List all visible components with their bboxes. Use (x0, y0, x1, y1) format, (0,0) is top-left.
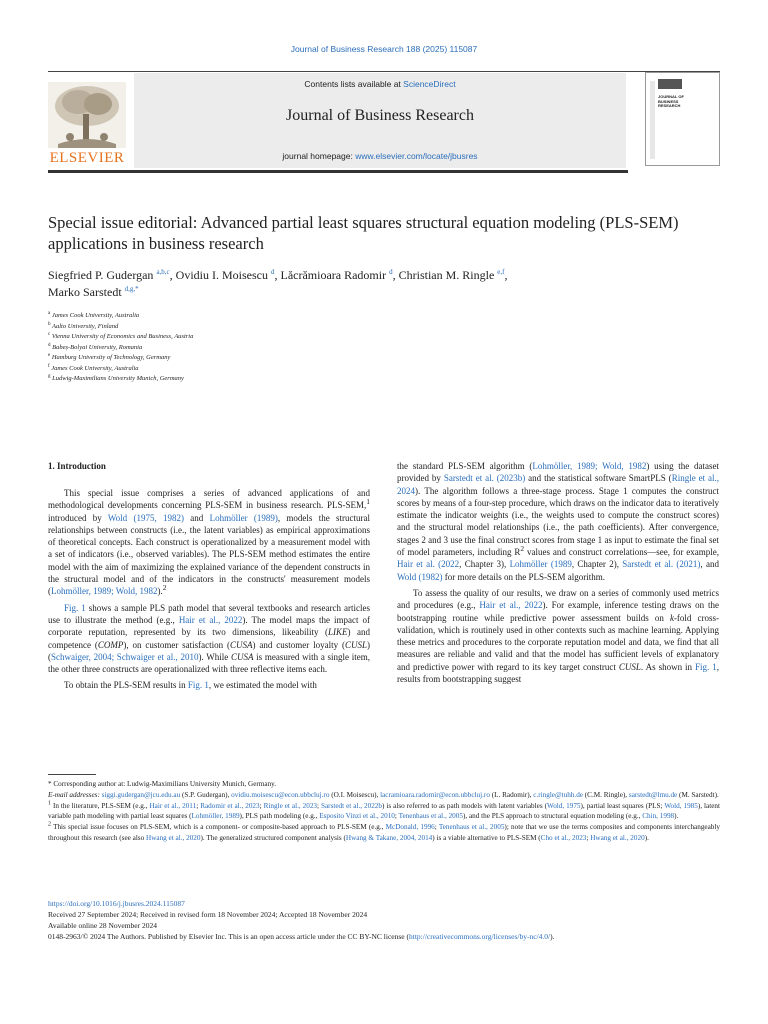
affiliation-list (48, 311, 448, 385)
cover-pattern (658, 79, 682, 89)
citation-link[interactable]: Tenenhaus et al., 2005 (398, 812, 463, 821)
homepage-link[interactable]: www.elsevier.com/locate/jbusres (355, 151, 478, 161)
citation-link[interactable]: Cho et al., 2023 (540, 833, 587, 842)
citation-link[interactable]: Hair et al. (2022 (397, 559, 460, 570)
publisher-wordmark[interactable]: ELSEVIER (49, 150, 125, 166)
figure-link[interactable]: Fig. 1 (187, 680, 209, 691)
email-link[interactable]: siggi.gudergan@jcu.edu.au (101, 790, 181, 799)
body-column-left (48, 487, 370, 692)
email-link[interactable]: c.ringle@tuhh.de (533, 790, 583, 799)
citation-link[interactable]: Sarstedt et al., 2022b (320, 801, 382, 810)
citation-link[interactable]: Chin, 1998 (642, 812, 675, 821)
citation-link[interactable]: Sarstedt et al. (2023b) (443, 473, 526, 484)
citation-link[interactable]: McDonald, 1996 (385, 823, 435, 832)
footnote-2: $^2$ This special issue focuses on PLS-SEM, which is a component- or composite-based approach to PLS-SEM (e.g., McDonald, 1996; Tenenhaus et al., 2005); note that we use the terms composites and components interchangeably throughout this research (see also Hwang et al., 2020). The generalized structured component analysis (Hwang & Takane, 2004, 2014) is a viable alternative to PLS-SEM (Cho et al., 2023; Hwang et al., 2020). (48, 821, 720, 842)
author-name[interactable]: Ovidiu I. Moisescu (175, 268, 268, 282)
author-affiliation-marker[interactable]: e,f (497, 268, 505, 276)
homepage-prefix: journal homepage: (282, 151, 356, 161)
citation-link[interactable]: Wold, 1985 (664, 801, 698, 810)
contents-line (134, 79, 626, 89)
doi-link[interactable]: https://doi.org/10.1016/j.jbusres.2024.115087 (48, 899, 185, 908)
body-column-right (397, 460, 719, 685)
journal-cover-thumbnail[interactable] (645, 72, 720, 166)
citation-link[interactable]: Lohmöller (1989 (509, 559, 572, 570)
author-affiliation-marker[interactable]: d (389, 268, 393, 276)
received-dates: Received 27 September 2024; Received in revised form 18 November 2024; Accepted 18 November 2024 (48, 910, 368, 919)
citation-link[interactable]: Sarstedt et al. (2021) (622, 559, 701, 570)
body-paragraph: This special issue comprises a series of advanced applications of and methodological developments concerning PLS-SEM in business research. PLS-SEM,$^1$ introduced by Wold (1975, 1982) and Lohmöller (1989), models the structural relationships between constructs (i.e., the latent variables) as empirical approximations of theoretical concepts. Each construct is operationalized by a measurement model with a set of indicators (i.e., observed variables). The PLS-SEM method estimates the entire model with the aim of maximizing the explained variance of the dependent constructs in the structural model and of the indicators in the constructs' measurement models (Lohmöller, 1989; Wold, 1982).$^2$ (48, 488, 370, 597)
citation-link[interactable]: Wold, 1975 (546, 801, 581, 810)
citation-link[interactable]: Ringle et al., 2023 (263, 801, 318, 810)
footnote-1: $^1$ In the literature, PLS-SEM (e.g., Hair et al., 2011; Radomir et al., 2023; Ringle et al., 2023; Sarstedt et al., 2022b) is also referred to as path models with latent variables (Wold, 1975), partial least squares (PLS; Wold, 1985), latent variable path modeling with partial least squares (Lohmöller, 1989), PLS path modeling (e.g., Esposito Vinzi et al., 2010; Tenenhaus et al., 2005), and the PLS approach to structural equation modeling (e.g., Chin, 1998). (48, 800, 720, 821)
affiliation: $^g$ Ludwig-Maximilians University Munich, Germany (48, 373, 184, 382)
body-paragraph: the standard PLS-SEM algorithm (Lohmöller, 1989; Wold, 1982) using the dataset provided by Sarstedt et al. (2023b) and the statistical software SmartPLS (Ringle et al., 2024). The algorithm follows a three-stage process. Stage 1 computes the construct scores by means of a four-step procedure, which draws on the indicator data to iteratively estimate the indicator weights (i.e., the weights used to compute the construct scores) and the structural model relationships (i.e., the path coefficients). After convergence, stages 2 and 3 use the final construct scores from stage 1 as input to estimate the final set of model parameters, including $R^2$ values and construct correlations—see, for example, Hair et al. (2022, Chapter 3), Lohmöller (1989, Chapter 2), Sarstedt et al. (2021), and Wold (1982) for more details on the PLS-SEM algorithm. (397, 461, 720, 582)
article-title: Special issue editorial: Advanced partial least squares structural equation modeling (PLS-SEM) applications in business research (48, 213, 679, 253)
author-affiliation-marker[interactable]: d,g,* (124, 285, 139, 293)
license-statement: 0148-2963/© 2024 The Authors. Published by Elsevier Inc. This is an open access article under the CC BY-NC license (http://creativecommons.org/licenses/by-nc/4.0/). (48, 932, 555, 941)
citation-link[interactable]: Schwaiger, 2004; Schwaiger et al., 2010 (51, 651, 199, 662)
journal-reference[interactable]: Journal of Business Research 188 (2025) 115087 (290, 44, 478, 54)
masthead-bottom-rule (48, 170, 628, 173)
citation-link[interactable]: Lohmöller, 1989 (191, 812, 240, 821)
author-affiliation-marker[interactable]: a,b,c (156, 268, 170, 276)
citation-link[interactable]: Hwang et al., 2020 (146, 833, 201, 842)
citation-link[interactable]: Hair et al., 2022 (178, 614, 243, 625)
author-name[interactable]: Christian M. Ringle (398, 268, 495, 282)
affiliation: $^f$ James Cook University, Australia (48, 363, 139, 372)
affiliation: $^b$ Aalto University, Finland (48, 321, 119, 330)
body-paragraph: Fig. 1 shows a sample PLS path model that several textbooks and research articles use to illustrate the method (e.g., Hair et al., 2022). The model maps the impact of corporate reputation, represented by its two dimensions, likeability (LIKE) and competence (COMP), on customer satisfaction (CUSA) and customer loyalty (CUSL) (Schwaiger, 2004; Schwaiger et al., 2010). While CUSA is measured with a single item, the other three constructs are operationalized with three reflective items each. (48, 602, 371, 675)
citation-link[interactable]: Esposito Vinzi et al., 2010 (319, 812, 395, 821)
sciencedirect-link[interactable]: ScienceDirect (403, 79, 456, 89)
author-list: Siegfried P. Gudergan $^{a,b,c}$, Ovidiu I. Moisescu $^d$, Lăcrămioara Radomir $^d$, Christian M. Ringle $^{e,f}$, Marko Sarstedt $^{d,g,*}$ (48, 268, 508, 299)
affiliation: $^c$ Vienna University of Economics and Business, Austria (48, 331, 194, 340)
footnotes (48, 779, 720, 844)
citation-link[interactable]: Tenenhaus et al., 2005 (438, 823, 505, 832)
citation-link[interactable]: Wold (1982) (397, 571, 443, 582)
citation-link[interactable]: Hair et al., 2011 (149, 801, 197, 810)
citation-link[interactable]: Radomir et al., 2023 (200, 801, 260, 810)
citation-link[interactable]: Hwang & Takane, 2004, 2014 (345, 833, 433, 842)
author-name[interactable]: Siegfried P. Gudergan (48, 268, 154, 282)
citation-link[interactable]: Hwang et al., 2020 (590, 833, 645, 842)
journal-name: Journal of Business Research (286, 107, 474, 124)
figure-link[interactable]: Fig. 1 (64, 602, 86, 613)
figure-link[interactable]: Fig. 1 (695, 661, 717, 672)
cover-stripe (650, 81, 655, 159)
citation-link[interactable]: Lohmöller (1989) (209, 512, 278, 523)
author-name[interactable]: Lăcrămioara Radomir (280, 268, 387, 282)
homepage-line (134, 151, 626, 161)
citation-link[interactable]: Wold (1975, 1982) (107, 512, 185, 523)
affiliation: $^a$ James Cook University, Australia (48, 310, 140, 319)
footnote-rule (48, 774, 96, 775)
body-paragraph: To assess the quality of our results, we draw on a series of commonly used metrics and procedures (e.g., Hair et al., 2022). For example, inference testing draws on the bootstrapping routine while predictive power assessment builds on k-fold cross-validation, which is routinely used in other contexts such as machine learning. Applying these metrics and procedures to the corporate reputation model and data, we find that all measures are reliable and valid and that the model has sufficient levels of explanatory and predictive power with regard to its key target construct CUSL. As shown in Fig. 1, results from bootstrapping suggest (397, 587, 720, 685)
body-paragraph: To obtain the PLS-SEM results in Fig. 1, we estimated the model with (64, 680, 317, 691)
citation-link[interactable]: Lohmöller, 1989; Wold, 1982 (51, 586, 158, 597)
email-link[interactable]: ovidiu.moisescu@econ.ubbcluj.ro (231, 790, 330, 799)
author-affiliation-marker[interactable]: d (270, 268, 275, 276)
license-link[interactable]: http://creativecommons.org/licenses/by-nc/4.0/ (408, 932, 551, 941)
email-link[interactable]: sarstedt@lmu.de (628, 790, 678, 799)
available-online: Available online 28 November 2024 (48, 921, 157, 930)
author-name[interactable]: Marko Sarstedt (48, 285, 122, 299)
article-metadata (48, 898, 720, 942)
email-addresses: E-mail addresses: siggi.gudergan@jcu.edu.au (S.P. Gudergan), ovidiu.moisescu@econ.ubbcluj.ro (O.I. Moisescu), lacramioara.radomir@econ.ubbcluj.ro (L. Radomir), c.ringle@tuhh.de (C.M. Ringle), sarstedt@lmu.de (M. Sarstedt). (48, 790, 719, 799)
citation-link[interactable]: Ringle et al., 2024 (397, 473, 719, 496)
affiliation: $^e$ Hamburg University of Technology, Germany (48, 352, 171, 361)
contents-prefix: Contents lists available at (304, 79, 404, 89)
section-heading: 1. Introduction (48, 461, 106, 471)
email-link[interactable]: lacramioara.radomir@econ.ubbcluj.ro (380, 790, 490, 799)
citation-link[interactable]: Hair et al., 2022 (479, 600, 543, 611)
cover-title: JOURNAL OF BUSINESS RESEARCH (658, 94, 684, 108)
corresponding-author-note: * Corresponding author at: Ludwig-Maximilians University Munich, Germany. (48, 780, 277, 788)
affiliation: $^d$ Babeș-Bolyai University, Romania (48, 342, 143, 351)
citation-link[interactable]: Lohmöller, 1989; Wold, 1982 (532, 461, 647, 471)
